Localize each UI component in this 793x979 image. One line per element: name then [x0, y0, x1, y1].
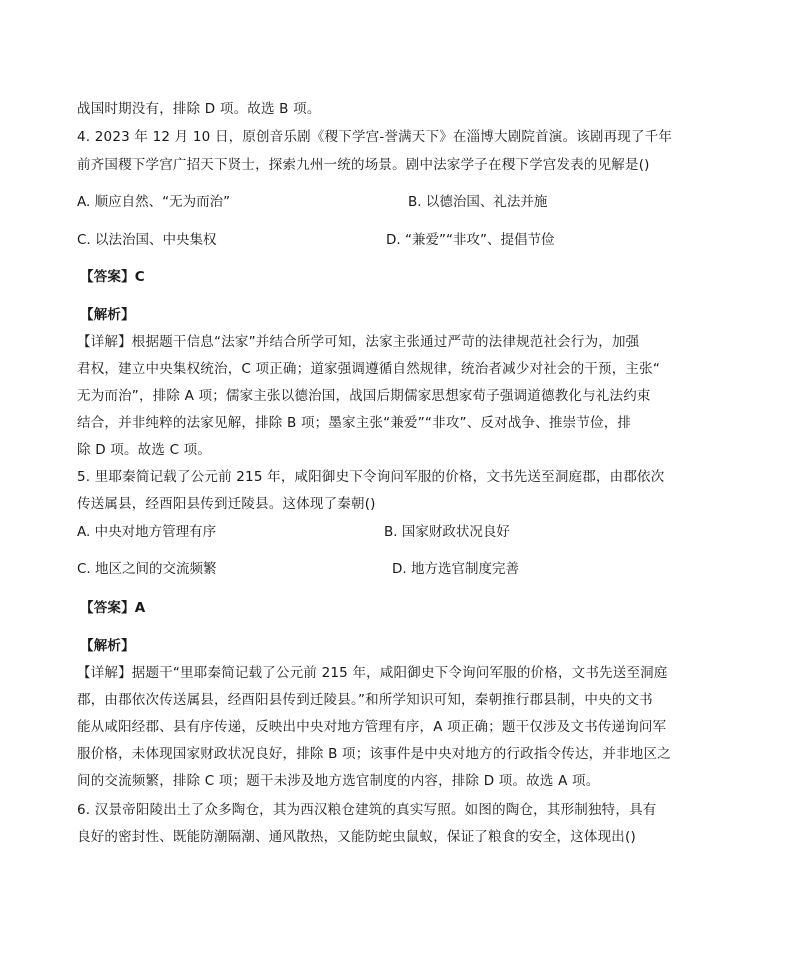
question-5-analysis-line: 能从咸阳经郡、县有序传递，反映出中央对地方管理有序，A 项正确；题干仅涉及文书传递询问军 — [77, 719, 667, 735]
question-4-stem-line-2: 前齐国稷下学宫广招天下贤士，探索九州一统的场景。剧中法家学子在稷下学宫发表的见解是() — [77, 157, 650, 173]
question-5-stem-line-2: 传送属县，经酉阳县传到迁陵县。这体现了秦朝() — [77, 496, 376, 512]
text-line: 战国时期没有，排除 D 项。故选 B 项。 — [77, 101, 321, 117]
question-4-analysis-line: 结合，并非纯粹的法家见解，排除 B 项；墨家主张“兼爱”“非攻”、反对战争、推崇节俭，排 — [77, 415, 632, 431]
question-5-analysis-title: 【解析】 — [80, 638, 135, 654]
question-4-analysis-line: 除 D 项。故选 C 项。 — [77, 442, 212, 458]
question-4-analysis-line: 无为而治”，排除 A 项；儒家主张以德治国，战国后期儒家思想家荀子强调道德教化与礼法约束 — [77, 388, 651, 404]
question-4-analysis-line: 君权，建立中央集权统治，C 项正确；道家强调遵循自然规律，统治者减少对社会的干预，主张“ — [77, 361, 661, 377]
question-4-option-a: A. 顺应自然、“无为而治” — [77, 194, 231, 210]
question-5-answer: 【答案】A — [80, 600, 146, 616]
question-5-option-c: C. 地区之间的交流频繁 — [77, 561, 217, 577]
question-5-analysis-line: 间的交流频繁，排除 C 项；题干未涉及地方选官制度的内容，排除 D 项。故选 A 项。 — [77, 773, 600, 789]
question-4-analysis-line: 【详解】根据题干信息“法家”并结合所学可知，法家主张通过严苛的法律规范社会行为，加强 — [77, 334, 640, 350]
question-5-analysis-line: 郡，由郡依次传送属县，经酉阳县传到迁陵县。”和所学知识可知，秦朝推行郡县制，中央的文书 — [77, 692, 653, 708]
question-4-option-d: D. “兼爱”“非攻”、提倡节俭 — [386, 232, 555, 248]
question-5-analysis-line: 【详解】据题干“里耶秦简记载了公元前 215 年，咸阳御史下令询问军服的价格，文书先送至洞庭 — [77, 665, 668, 681]
question-5-analysis-line: 服价格，未体现国家财政状况良好，排除 B 项；该事件是中央对地方的行政指令传达，并非地区之 — [77, 746, 671, 762]
question-5-stem-line-1: 5. 里耶秦简记载了公元前 215 年，咸阳御史下令询问军服的价格，文书先送至洞庭郡，由郡依次 — [77, 469, 665, 485]
question-5-option-a: A. 中央对地方管理有序 — [77, 524, 217, 540]
question-4-analysis-title: 【解析】 — [80, 307, 135, 323]
question-4-stem-line-1: 4. 2023 年 12 月 10 日，原创音乐剧《稷下学宫-誉满天下》在淄博大剧院首演。该剧再现了千年 — [77, 129, 673, 145]
question-4-option-c: C. 以法治国、中央集权 — [77, 232, 217, 248]
question-5-option-d: D. 地方选官制度完善 — [392, 561, 519, 577]
question-5-option-b: B. 国家财政状况良好 — [384, 524, 510, 540]
question-6-stem-line-2: 良好的密封性、既能防潮隔潮、通风散热，又能防蛇虫鼠蚁，保证了粮食的安全，这体现出() — [77, 829, 636, 845]
question-4-option-b: B. 以德治国、礼法并施 — [408, 194, 548, 210]
question-6-stem-line-1: 6. 汉景帝阳陵出土了众多陶仓，其为西汉粮仓建筑的真实写照。如图的陶仓，其形制独特，具有 — [77, 802, 657, 818]
question-4-answer: 【答案】C — [80, 269, 145, 285]
